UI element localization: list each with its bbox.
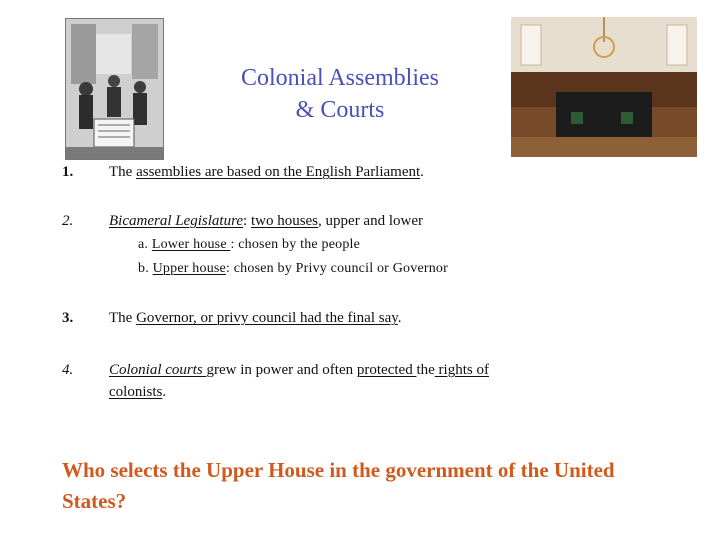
sub-b-rest: : chosen by Privy council or Governor [225,261,448,276]
sub-a-prefix: a. [138,237,152,252]
item-3-underlined: Governor, or privy council had the final say [136,310,398,326]
item-4-text-line-1 [109,362,489,379]
sub-a-rest: : chosen by the people [230,237,361,252]
item-2-italic-term: Bicameral Legislature [109,213,244,229]
item-1-underlined: assemblies are based on the English Parliament [136,164,421,180]
item-4-line2-post: . [162,384,167,400]
item-4-italic-term: Colonial courts [109,362,207,378]
item-4-mid-2: the [416,362,435,378]
item-2-sub-a [138,237,360,253]
sub-b-prefix: b. [138,261,153,276]
item-1-post: . [420,164,424,180]
item-1-pre: The [109,164,137,180]
item-2-post: , upper and lower [318,213,423,229]
item-2-sub-b [138,261,448,277]
item-1-text [109,164,424,181]
title-line-2: & Courts [295,97,385,123]
item-number-1: 1. [62,164,74,180]
question-text: Who selects the Upper House in the government of the United States? [62,458,615,513]
item-number-3: 3. [62,310,74,326]
item-number-2: 2. [62,213,74,229]
courtroom-photo-image [511,17,697,157]
item-2-text [109,213,423,230]
item-3-post: . [397,310,402,326]
item-4-mid: grew in power and often [206,362,357,378]
item-2-underlined: two houses [250,213,319,229]
item-2-colon: : [243,213,251,229]
sub-a-underlined: Lower house [151,237,231,252]
item-4-underlined-2: rights of [434,362,489,378]
item-4-line2-underlined: colonists [109,384,163,400]
slide-title [190,62,490,126]
item-4-text-line-2 [109,384,166,401]
item-3-text [109,310,402,327]
sub-b-underlined: Upper house [152,261,226,276]
title-line-1: Colonial Assemblies [241,65,439,91]
item-number-4: 4. [62,362,74,378]
item-3-pre: The [109,310,137,326]
item-4-underlined-1: protected [356,362,417,378]
assembly-engraving-image [65,18,164,160]
